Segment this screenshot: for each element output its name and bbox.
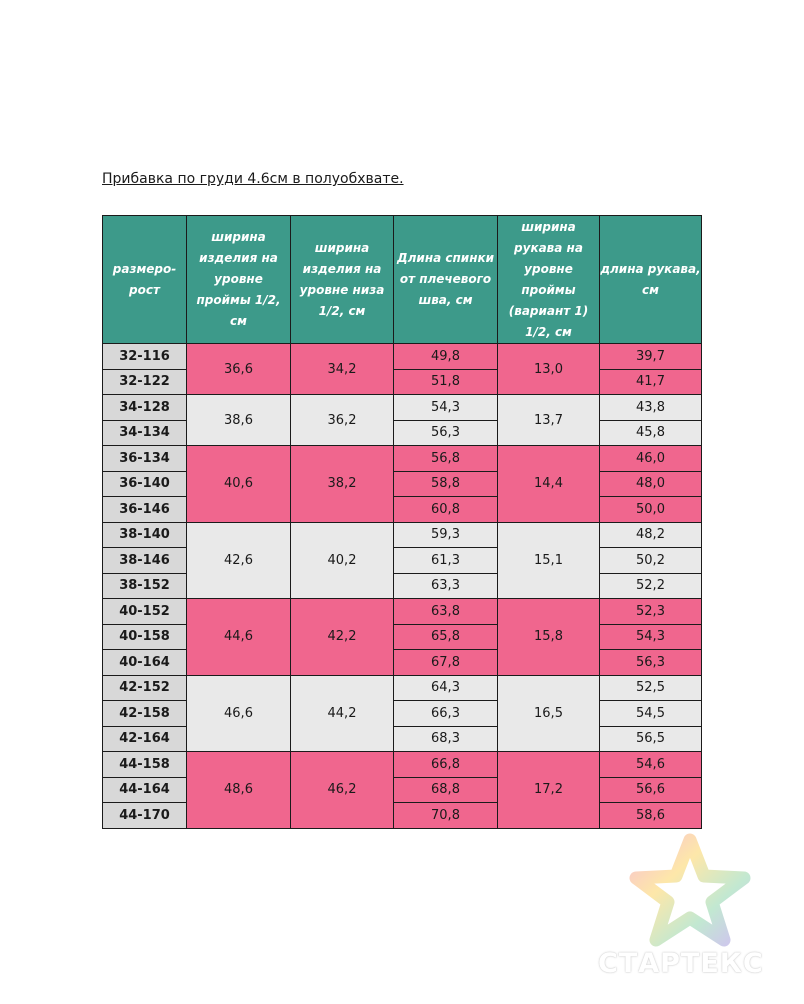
size-cell: 36-140 <box>103 471 187 497</box>
hem-width-cell: 34,2 <box>291 344 394 395</box>
back-length-cell: 66,3 <box>394 701 498 727</box>
sleeve-length-cell: 48,0 <box>600 471 702 497</box>
sleeve-width-cell: 15,8 <box>498 599 600 676</box>
header-chest-width: ширина изделия на уровне проймы 1/2, см <box>187 216 291 344</box>
sleeve-length-cell: 56,6 <box>600 777 702 803</box>
sleeve-length-cell: 45,8 <box>600 420 702 446</box>
size-cell: 42-152 <box>103 675 187 701</box>
sleeve-length-cell: 50,2 <box>600 548 702 574</box>
chest-width-cell: 42,6 <box>187 522 291 599</box>
watermark-text: СТАРТЕКС <box>598 948 764 979</box>
chest-width-cell: 36,6 <box>187 344 291 395</box>
hem-width-cell: 42,2 <box>291 599 394 676</box>
sleeve-width-cell: 14,4 <box>498 446 600 523</box>
sleeve-length-cell: 54,5 <box>600 701 702 727</box>
back-length-cell: 58,8 <box>394 471 498 497</box>
sleeve-width-cell: 15,1 <box>498 522 600 599</box>
header-sleeve-length: длина рукава, см <box>600 216 702 344</box>
chest-width-cell: 46,6 <box>187 675 291 752</box>
sleeve-width-cell: 17,2 <box>498 752 600 829</box>
back-length-cell: 63,3 <box>394 573 498 599</box>
size-cell: 44-158 <box>103 752 187 778</box>
sleeve-length-cell: 54,3 <box>600 624 702 650</box>
table-row <box>103 752 702 778</box>
back-length-cell: 56,3 <box>394 420 498 446</box>
size-cell: 44-170 <box>103 803 187 829</box>
table-row <box>103 446 702 472</box>
back-length-cell: 64,3 <box>394 675 498 701</box>
size-cell: 42-164 <box>103 726 187 752</box>
table-row <box>103 522 702 548</box>
hem-width-cell: 46,2 <box>291 752 394 829</box>
sleeve-length-cell: 50,0 <box>600 497 702 523</box>
sleeve-length-cell: 41,7 <box>600 369 702 395</box>
back-length-cell: 68,8 <box>394 777 498 803</box>
chest-width-cell: 44,6 <box>187 599 291 676</box>
size-cell: 40-158 <box>103 624 187 650</box>
size-cell: 36-134 <box>103 446 187 472</box>
back-length-cell: 56,8 <box>394 446 498 472</box>
sleeve-length-cell: 58,6 <box>600 803 702 829</box>
sleeve-width-cell: 16,5 <box>498 675 600 752</box>
back-length-cell: 66,8 <box>394 752 498 778</box>
back-length-cell: 49,8 <box>394 344 498 370</box>
back-length-cell: 54,3 <box>394 395 498 421</box>
sleeve-length-cell: 52,5 <box>600 675 702 701</box>
size-cell: 38-146 <box>103 548 187 574</box>
sleeve-length-cell: 54,6 <box>600 752 702 778</box>
hem-width-cell: 40,2 <box>291 522 394 599</box>
back-length-cell: 61,3 <box>394 548 498 574</box>
back-length-cell: 63,8 <box>394 599 498 625</box>
size-cell: 38-152 <box>103 573 187 599</box>
sleeve-length-cell: 52,2 <box>600 573 702 599</box>
hem-width-cell: 44,2 <box>291 675 394 752</box>
header-row <box>103 216 702 344</box>
sleeve-length-cell: 52,3 <box>600 599 702 625</box>
size-cell: 44-164 <box>103 777 187 803</box>
size-cell: 38-140 <box>103 522 187 548</box>
chest-width-cell: 40,6 <box>187 446 291 523</box>
header-size: размеро-рост <box>103 216 187 344</box>
header-hem-width: ширина изделия на уровне низа 1/2, см <box>291 216 394 344</box>
size-cell: 40-164 <box>103 650 187 676</box>
sleeve-length-cell: 56,5 <box>600 726 702 752</box>
back-length-cell: 70,8 <box>394 803 498 829</box>
back-length-cell: 65,8 <box>394 624 498 650</box>
size-cell: 34-134 <box>103 420 187 446</box>
size-cell: 42-158 <box>103 701 187 727</box>
size-cell: 34-128 <box>103 395 187 421</box>
back-length-cell: 60,8 <box>394 497 498 523</box>
hem-width-cell: 38,2 <box>291 446 394 523</box>
table-row <box>103 675 702 701</box>
chest-width-cell: 38,6 <box>187 395 291 446</box>
size-cell: 32-122 <box>103 369 187 395</box>
table-row <box>103 395 702 421</box>
hem-width-cell: 36,2 <box>291 395 394 446</box>
table-row <box>103 344 702 370</box>
chest-width-cell: 48,6 <box>187 752 291 829</box>
sleeve-width-cell: 13,0 <box>498 344 600 395</box>
table-row <box>103 599 702 625</box>
sleeve-length-cell: 56,3 <box>600 650 702 676</box>
sleeve-length-cell: 46,0 <box>600 446 702 472</box>
back-length-cell: 67,8 <box>394 650 498 676</box>
size-table <box>102 215 702 829</box>
table-caption: Прибавка по груди 4.6см в полуобхвате. <box>102 171 404 187</box>
sleeve-length-cell: 48,2 <box>600 522 702 548</box>
sleeve-length-cell: 39,7 <box>600 344 702 370</box>
header-back-length: Длина спинки от плечевого шва, см <box>394 216 498 344</box>
back-length-cell: 68,3 <box>394 726 498 752</box>
size-cell: 40-152 <box>103 599 187 625</box>
sleeve-length-cell: 43,8 <box>600 395 702 421</box>
header-sleeve-width: ширина рукава на уровне проймы (вариант 1) 1/2, см <box>498 216 600 344</box>
back-length-cell: 59,3 <box>394 522 498 548</box>
back-length-cell: 51,8 <box>394 369 498 395</box>
size-cell: 32-116 <box>103 344 187 370</box>
sleeve-width-cell: 13,7 <box>498 395 600 446</box>
size-cell: 36-146 <box>103 497 187 523</box>
